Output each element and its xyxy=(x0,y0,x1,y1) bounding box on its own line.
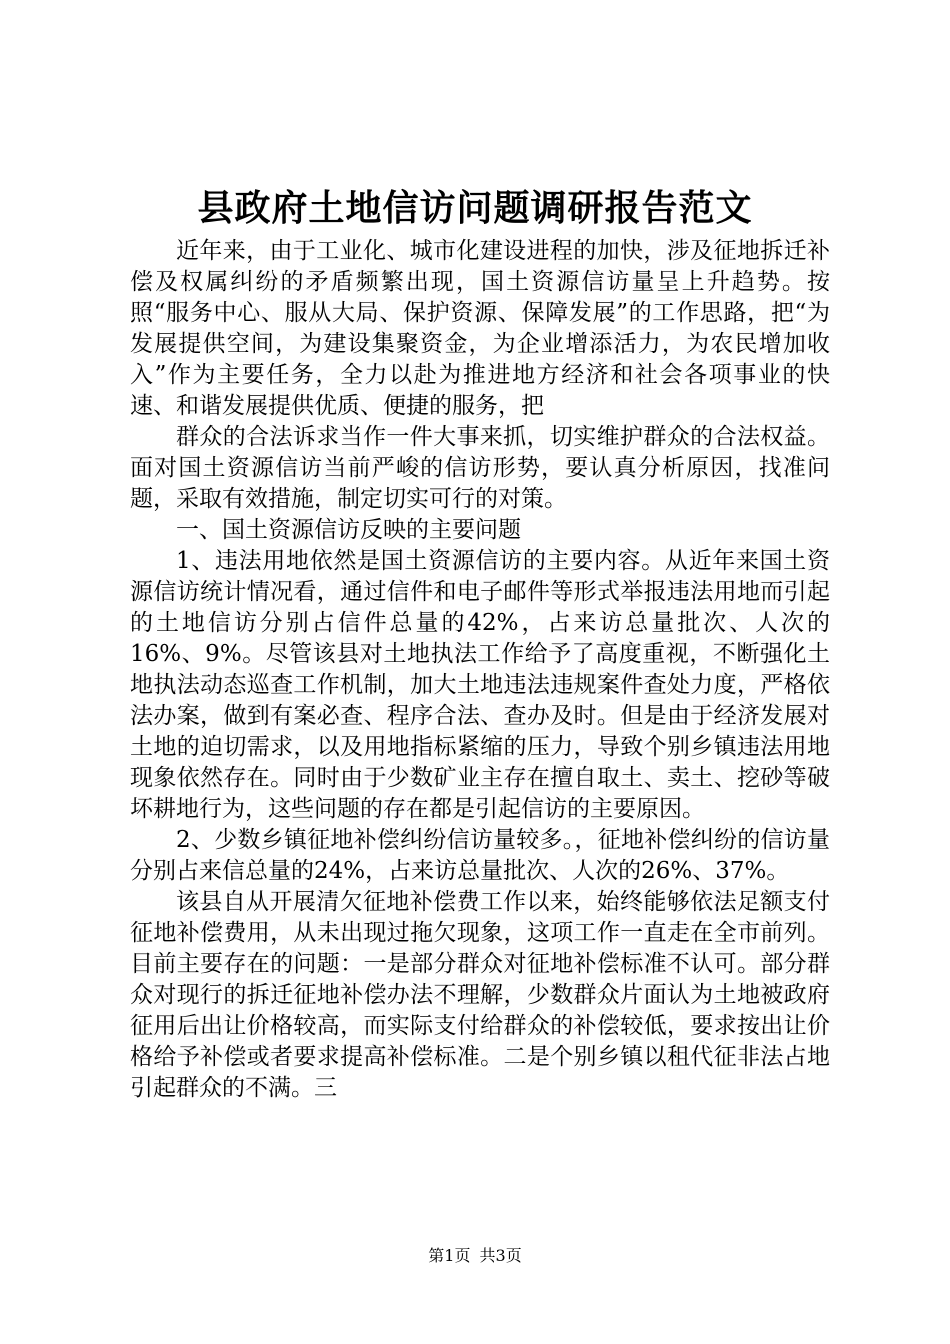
page-number: 第1页 xyxy=(428,1246,471,1265)
paragraph: 2、少数乡镇征地补偿纠纷信访量较多。，征地补偿纠纷的信访量分别占来信总量的24%，占来访总量批次、人次的26%、37%。 xyxy=(130,827,830,884)
document-title: 县政府土地信访问题调研报告范文 xyxy=(197,187,753,229)
page-total: 共3页 xyxy=(479,1246,522,1265)
paragraph: 近年来，由于工业化、城市化建设进程的加快，涉及征地拆迁补偿及权属纠纷的矛盾频繁出现，国土资源信访量呈上升趋势。按照“服务中心、服从大局、保护资源、保障发展”的工作思路，把“为发展提供空间，为建设集聚资金，为企业增添活力，为农民增加收入”作为主要任务，全力以赴为推进地方经济和社会各项事业的快速、和谐发展提供优质、便捷的服务，把 xyxy=(130,238,830,419)
document-body xyxy=(130,236,830,1104)
section-heading: 一、国土资源信访反映的主要问题 xyxy=(176,517,521,543)
page-footer xyxy=(0,1243,950,1266)
paragraph: 该县自从开展清欠征地补偿费工作以来，始终能够依法足额支付征地补偿费用，从未出现过拖欠现象，这项工作一直走在全市前列。目前主要存在的问题：一是部分群众对征地补偿标准不认可。部分群众对现行的拆迁征地补偿办法不理解，少数群众片面认为土地被政府征用后出让价格较高，而实际支付给群众的补偿较低，要求按出让价格给予补偿或者要求提高补偿标准。二是个别乡镇以租代征非法占地引起群众的不满。三 xyxy=(130,889,830,1101)
paragraph: 1、违法用地依然是国土资源信访的主要内容。从近年来国土资源信访统计情况看，通过信件和电子邮件等形式举报违法用地而引起的土地信访分别占信件总量的42%，占来访总量批次、人次的16%、9%。尽管该县对土地执法工作给予了高度重视，不断强化土地执法动态巡查工作机制，加大土地违法违规案件查处力度，严格依法办案，做到有案必查、程序合法、查办及时。但是由于经济发展对土地的迫切需求，以及用地指标紧缩的压力，导致个别乡镇违法用地现象依然存在。同时由于少数矿业主存在擅自取土、卖土、挖砂等破坏耕地行为，这些问题的存在都是引起信访的主要原因。 xyxy=(130,548,830,822)
paragraph: 群众的合法诉求当作一件大事来抓，切实维护群众的合法权益。面对国土资源信访当前严峻的信访形势，要认真分析原因，找准问题，采取有效措施，制定切实可行的对策。 xyxy=(130,424,830,512)
